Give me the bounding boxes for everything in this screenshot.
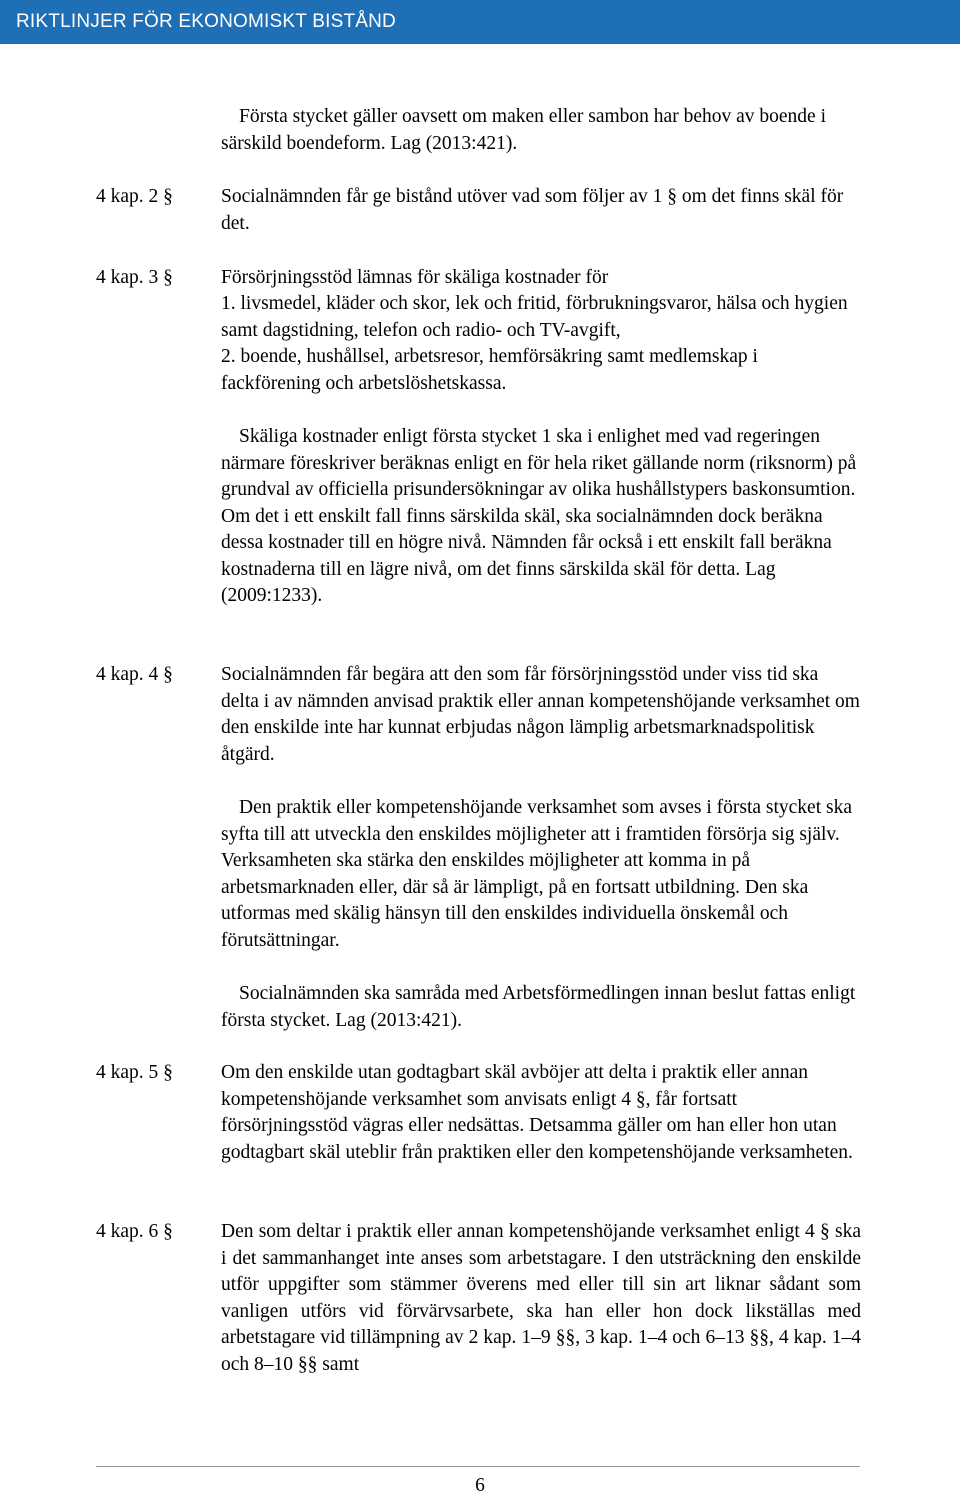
section-label-5: 4 kap. 5 § bbox=[96, 1062, 173, 1083]
section-2-paragraph: Socialnämnden får ge bistånd utöver vad som följer av 1 § om det finns skäl för det. bbox=[221, 186, 844, 234]
header-title: RIKTLINJER FÖR EKONOMISKT BISTÅND bbox=[16, 11, 396, 32]
section-3-item-1: 1. livsmedel, kläder och skor, lek och fritid, förbrukningsvaror, hälsa och hygien samt dagstidning, telefon och radio- och TV-avgift, bbox=[221, 293, 848, 341]
section-4-paragraph-3: Socialnämnden ska samråda med Arbetsförmedlingen innan beslut fattas enligt första stycket. Lag (2013:421). bbox=[221, 983, 856, 1031]
section-label-6: 4 kap. 6 § bbox=[96, 1221, 173, 1242]
section-3-item-2: 2. boende, hushållsel, arbetsresor, hemförsäkring samt medlemskap i fackförening och arbetslöshetskassa. bbox=[221, 346, 758, 394]
page-number: 6 bbox=[475, 1475, 485, 1496]
section-3-lead: Försörjningsstöd lämnas för skäliga kostnader för bbox=[221, 267, 609, 288]
footer-divider bbox=[96, 1466, 860, 1467]
section-6-paragraph-1: Den som deltar i praktik eller annan kompetenshöjande verksamhet enligt 4 § ska i det sammanhanget inte anses som arbetstagare. I den utsträckning den enskilde utför uppgifter som stämmer överens med eller till sin art liknar sådant som vanligen utförs vid förvärvsarbete, ska han eller hon dock likställas med arbetstagare vid tillämpning av 2 kap. 1–9 §§, 3 kap. 1–4 och 6–13 §§, 4 kap. 1–4 och 8–10 §§ samt bbox=[221, 1221, 861, 1375]
section-4-paragraph-1: Socialnämnden får begära att den som får försörjningsstöd under viss tid ska delta i av nämnden anvisad praktik eller annan kompetenshöjande verksamhet om den enskilde inte har kunnat erbjudas någon lämplig arbetsmarknadspolitisk åtgärd. bbox=[221, 664, 860, 765]
section-4-paragraph-2: Den praktik eller kompetenshöjande verksamhet som avses i första stycket ska syfta till att utveckla den enskildes möjligheter att i framtiden försörja sig själv. Verksamheten ska stärka den enskildes möjligheter att komma in på arbetsmarknaden eller, där så är lämpligt, på en fortsatt utbildning. Den ska utformas med skälig hänsyn till den enskildes individuella önskemål och förutsättningar. bbox=[221, 797, 852, 951]
section-label-3: 4 kap. 3 § bbox=[96, 267, 173, 288]
section-label-2: 4 kap. 2 § bbox=[96, 186, 173, 207]
header-bar bbox=[0, 0, 960, 44]
section-label-4: 4 kap. 4 § bbox=[96, 664, 173, 685]
section-5-paragraph-1: Om den enskilde utan godtagbart skäl avböjer att delta i praktik eller annan kompetenshöjande verksamhet som anvisats enligt 4 §, får fortsatt försörjningsstöd vägras eller nedsättas. Detsamma gäller om han eller hon utan godtagbart skäl uteblir från praktiken eller den kompetenshöjande verksamheten. bbox=[221, 1062, 853, 1163]
section-3-paragraph-2: Skäliga kostnader enligt första stycket 1 ska i enlighet med vad regeringen närmare föreskriver beräknas enligt en för hela riket gällande norm (riksnorm) på grundval av officiella prisundersökningar av olika hushållstypers baskonsumtion. Om det i ett enskilt fall finns särskilda skäl, ska socialnämnden dock beräkna dessa kostnader till en högre nivå. Nämnden får också i ett enskilt fall beräkna kostnaderna till en lägre nivå, om det finns särskilda skäl för detta. Lag (2009:1233). bbox=[221, 426, 857, 606]
intro-paragraph: Första stycket gäller oavsett om maken eller sambon har behov av boende i särskild boendeform. Lag (2013:421). bbox=[221, 106, 826, 154]
